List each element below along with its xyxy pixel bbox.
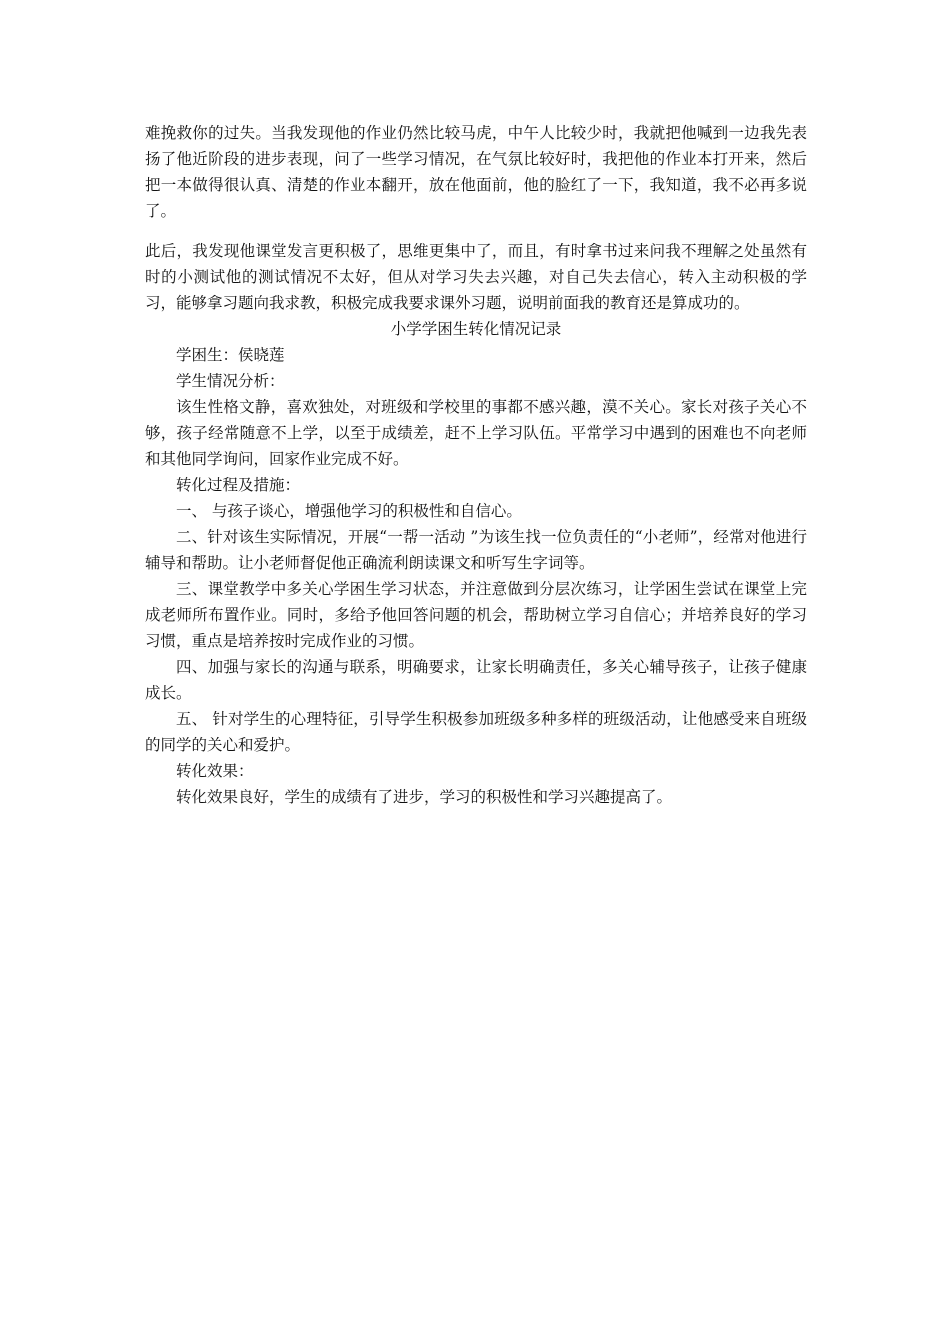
analysis-heading: 学生情况分析： bbox=[176, 372, 285, 390]
measure-item: 四、加强与家长的沟通与联系，明确要求，让家长明确责任，多关心辅导孩子，让孩子健康成长。 bbox=[145, 658, 807, 702]
result-text: 转化效果良好，学生的成绩有了进步，学习的积极性和学习兴趣提高了。 bbox=[176, 788, 673, 806]
measures-heading: 转化过程及措施： bbox=[176, 476, 301, 494]
analysis-text: 该生性格文静，喜欢独处，对班级和学校里的事都不感兴趣，漠不关心。家长对孩子关心不够，孩子经常随意不上学，以至于成绩差，赶不上学习队伍。平常学习中遇到的困难也不向老师和其他同学询问，回家作业完成不好。 bbox=[145, 398, 807, 468]
result-heading: 转化效果： bbox=[176, 762, 254, 780]
measure-item: 二、针对该生实际情况，开展“一帮一活动 ”为该生找一位负责任的“小老师”，经常对他进行辅导和帮助。让小老师督促他正确流利朗读课文和听写生字词等。 bbox=[145, 528, 807, 572]
intro-paragraph-1: 难挽救你的过失。当我发现他的作业仍然比较马虎，中午人比较少时，我就把他喊到一边我先表扬了他近阶段的进步表现，问了一些学习情况，在气氛比较好时，我把他的作业本打开来，然后把一本做得很认真、清楚的作业本翻开，放在他面前，他的脸红了一下，我知道，我不必再多说了。 bbox=[145, 124, 807, 220]
measure-item: 三、课堂教学中多关心学困生学习状态，并注意做到分层次练习，让学困生尝试在课堂上完成老师所布置作业。同时，多给予他回答问题的机会，帮助树立学习自信心；并培养良好的学习习惯，重点是培养按时完成作业的习惯。 bbox=[145, 580, 807, 650]
intro-paragraph-2: 此后，我发现他课堂发言更积极了，思维更集中了，而且，有时拿书过来问我不理解之处虽然有时的小测试他的测试情况不太好，但从对学习失去兴趣，对自己失去信心，转入主动积极的学习，能够拿习题向我求教，积极完成我要求课外习题，说明前面我的教育还是算成功的。 bbox=[145, 242, 807, 312]
measure-item: 五、 针对学生的心理特征，引导学生积极参加班级多种多样的班级活动，让他感受来自班级的同学的关心和爱护。 bbox=[145, 710, 807, 754]
document-page bbox=[145, 120, 807, 810]
measure-item: 一、 与孩子谈心，增强他学习的积极性和自信心。 bbox=[176, 502, 522, 520]
record-title: 小学学困生转化情况记录 bbox=[390, 320, 562, 338]
paragraph-gap bbox=[145, 224, 807, 238]
student-name: 学困生：侯晓莲 bbox=[176, 346, 285, 364]
